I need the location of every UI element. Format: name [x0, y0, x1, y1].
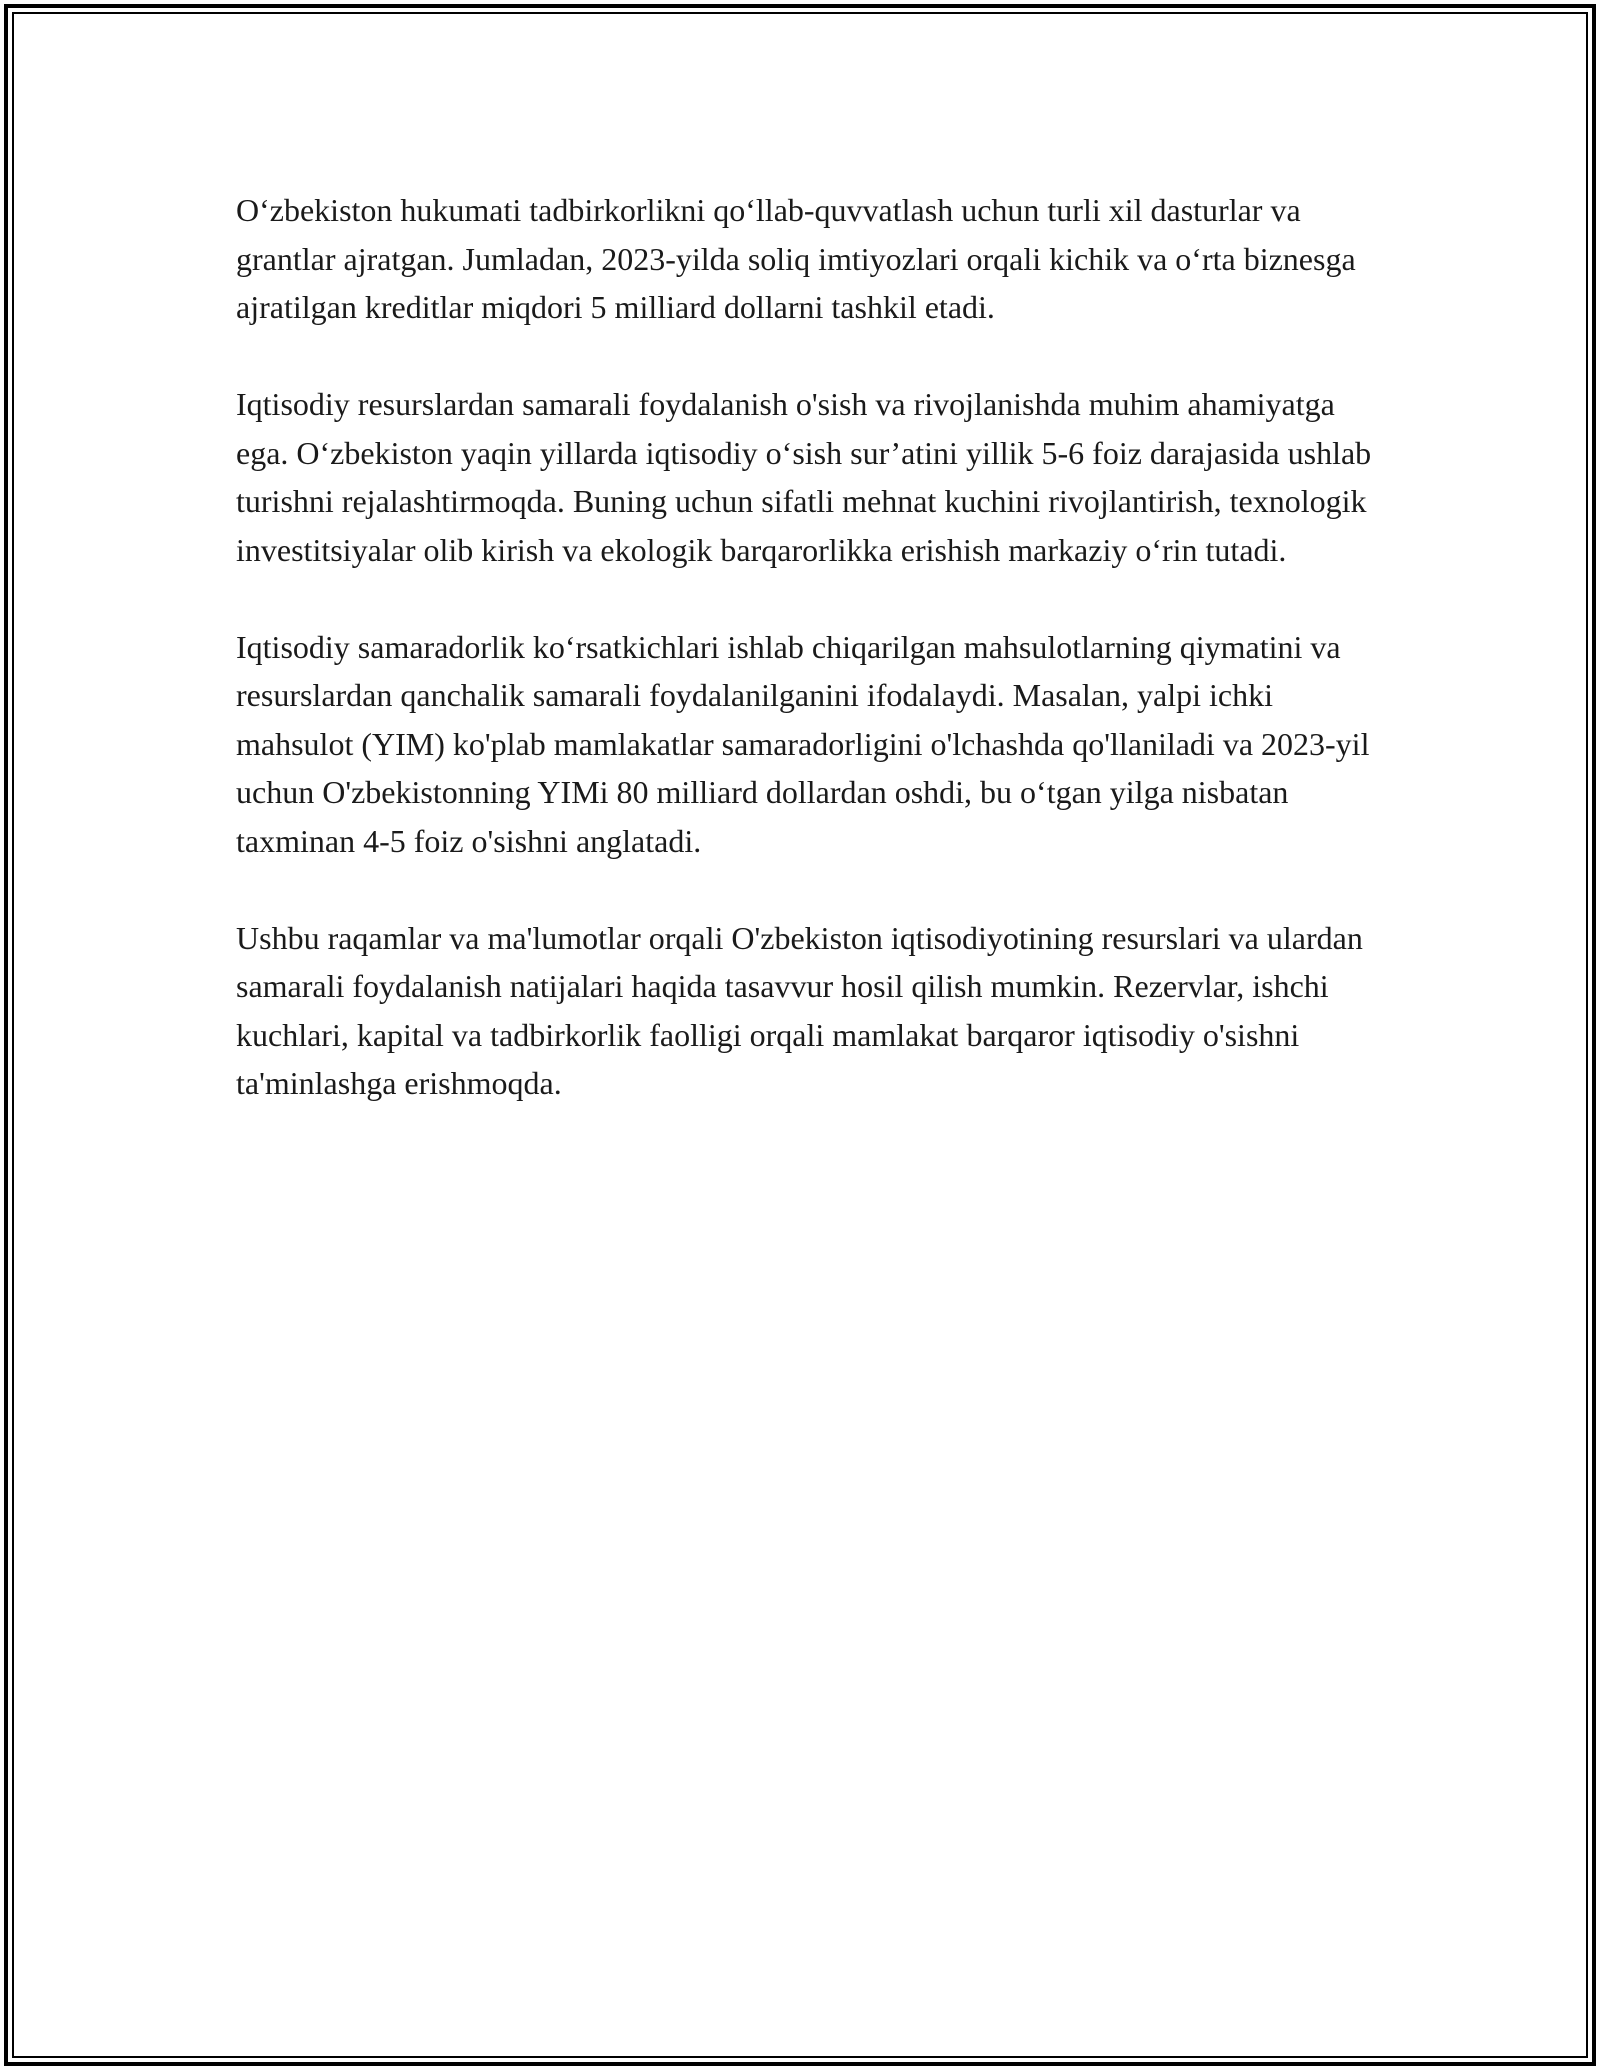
- paragraph-3: Iqtisodiy samaradorlik ko‘rsatkichlari ishlab chiqarilgan mahsulotlarning qiymatini va resurslardan qanchalik samarali foydalanilganini ifodalaydi. Masalan, yalpi ichki mahsulot (YIM) ko'plab mamlakatlar samaradorligini o'lchashda qo'llaniladi va 2023-yil uchun O'zbekistonning YIMi 80 milliard dollardan oshdi, bu o‘tgan yilga nisbatan taxminan 4-5 foiz o'sishni anglatadi.: [236, 628, 1370, 859]
- paragraph-2: Iqtisodiy resurslardan samarali foydalanish o'sish va rivojlanishda muhim ahamiyatga ega. O‘zbekiston yaqin yillarda iqtisodiy o‘sish sur’atini yillik 5-6 foiz darajasida ushlab turishni rejalashtirmoqda. Buning uchun sifatli mehnat kuchini rivojlantirish, texnologik investitsiyalar olib kirish va ekologik barqarorlikka erishish markaziy o‘rin tutadi.: [236, 386, 1372, 568]
- document-body: [236, 186, 1376, 1156]
- paragraph-4: Ushbu raqamlar va ma'lumotlar orqali O'zbekiston iqtisodiyotining resurslari va ulardan samarali foydalanish natijalari haqida tasavvur hosil qilish mumkin. Rezervlar, ishchi kuchlari, kapital va tadbirkorlik faolligi orqali mamlakat barqaror iqtisodiy o'sishni ta'minlashga erishmoqda.: [236, 919, 1363, 1101]
- paragraph-1: O‘zbekiston hukumati tadbirkorlikni qo‘llab-quvvatlash uchun turli xil dasturlar va grantlar ajratgan. Jumladan, 2023-yilda soliq imtiyozlari orqali kichik va o‘rta biznesga ajratilgan kreditlar miqdori 5 milliard dollarni tashkil etadi.: [236, 192, 1356, 325]
